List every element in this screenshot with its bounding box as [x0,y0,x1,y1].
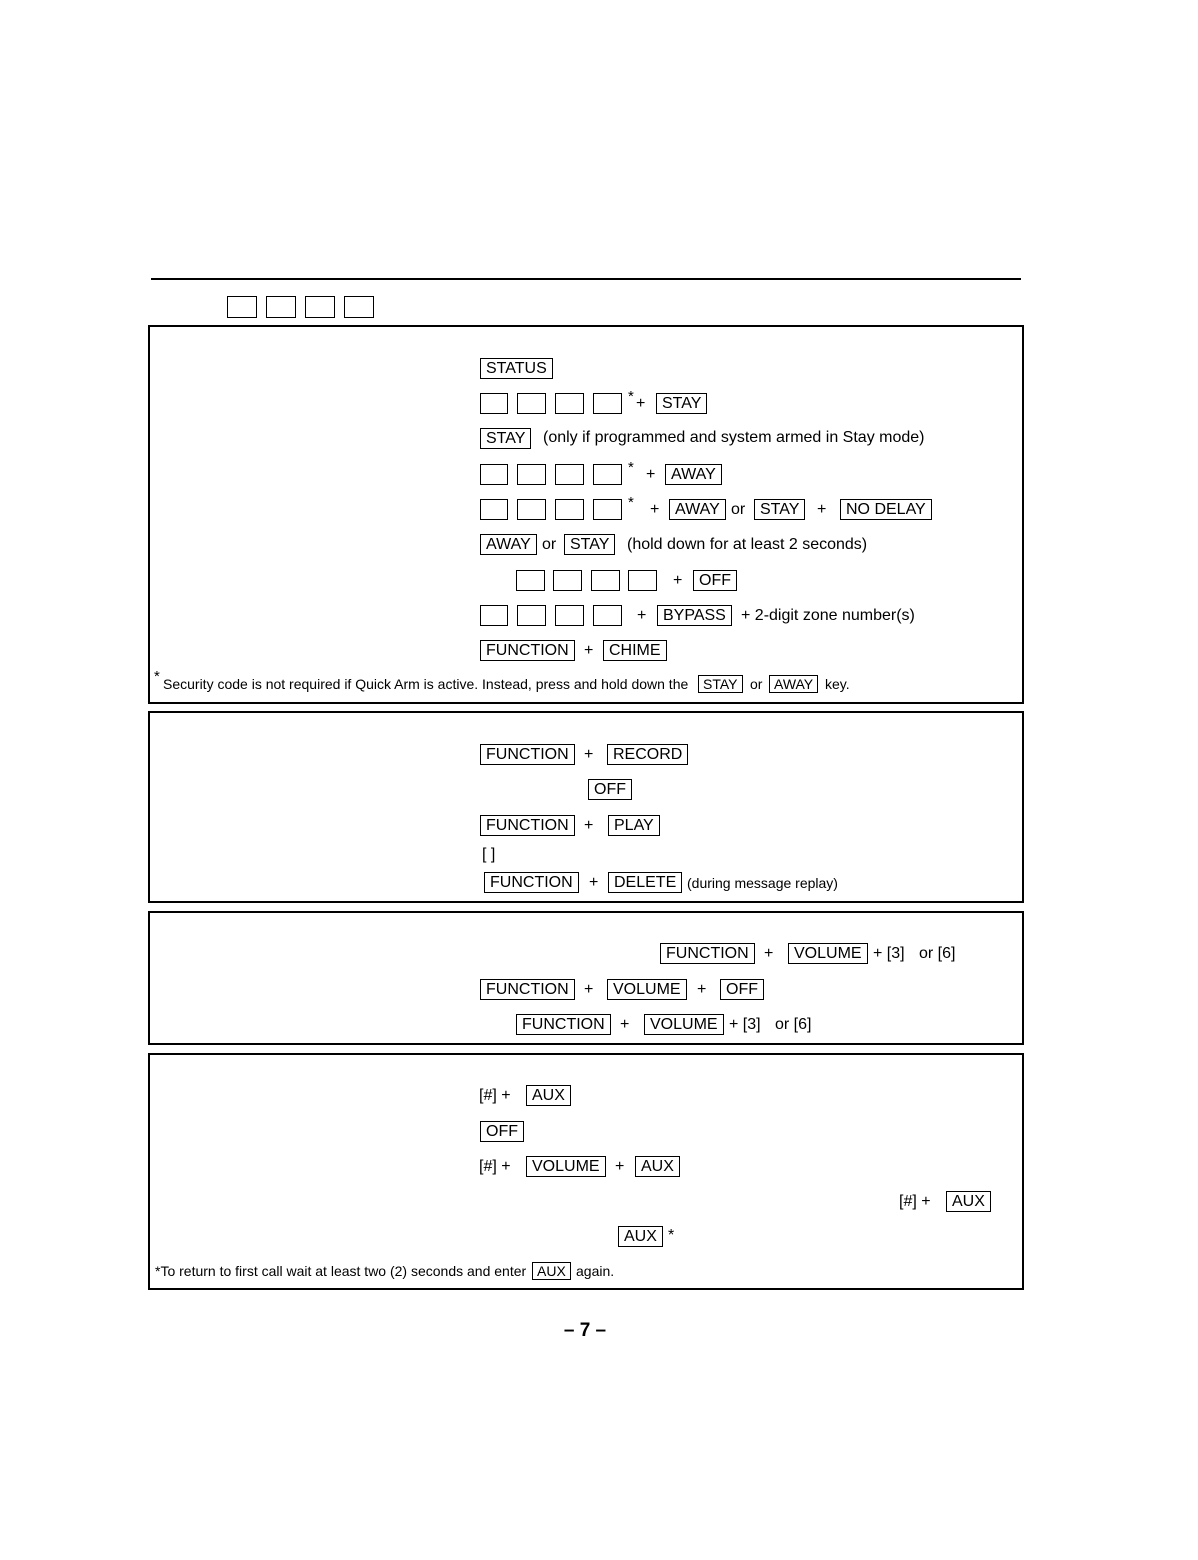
plus-sign: + [817,501,827,518]
code-box [480,464,508,485]
off-key: OFF [480,1121,524,1142]
stay-key: STAY [480,428,531,449]
plus-sign: + [650,501,660,518]
plus-three: + [3] [729,1016,761,1033]
stay-key: STAY [564,534,615,555]
bracket-keys: [ ] [482,846,496,863]
return-call-footnote: *To return to first call wait at least two (2) seconds and enter [155,1263,527,1279]
aux-key: AUX [526,1085,571,1106]
away-key: AWAY [669,499,726,520]
code-box [517,464,546,485]
code-digit-box-4 [344,296,374,318]
asterisk: * [628,459,634,476]
plus-sign: + [673,572,683,589]
code-box [628,570,657,591]
code-box [480,605,508,626]
code-box [555,499,584,520]
volume-key: VOLUME [607,979,687,1000]
plus-sign: + [637,607,647,624]
plus-sign: + [584,981,594,998]
off-key: OFF [720,979,764,1000]
no-delay-key: NO DELAY [840,499,932,520]
aux-key: AUX [635,1156,680,1177]
play-key: PLAY [608,815,660,836]
code-box [517,393,546,414]
asterisk: * [668,1227,675,1244]
off-key: OFF [588,779,632,800]
plus-sign: + [589,874,599,891]
plus-sign: + [615,1158,625,1175]
or-text: or [750,676,763,692]
code-box [516,570,545,591]
code-digit-box-2 [266,296,296,318]
hash-plus: [#] + [899,1193,931,1210]
volume-key: VOLUME [788,943,868,964]
plus-sign: + [620,1016,630,1033]
message-panel [148,711,1024,903]
plus-sign: + [584,746,594,763]
code-box [593,393,622,414]
code-digit-box-3 [305,296,335,318]
function-key: FUNCTION [660,943,755,964]
page-number: – 7 – [563,1320,607,1341]
or-text: or [542,536,557,553]
volume-key: VOLUME [526,1156,606,1177]
code-box [555,605,584,626]
function-key: FUNCTION [480,744,575,765]
chime-key: CHIME [603,640,667,661]
aux-key: AUX [946,1191,991,1212]
function-key: FUNCTION [516,1014,611,1035]
record-key: RECORD [607,744,688,765]
or-text: or [731,501,746,518]
plus-sign: + [646,466,656,483]
asterisk: * [628,494,634,511]
quick-arm-footnote: Security code is not required if Quick Arm is active. Instead, press and hold down the [163,676,689,692]
bypass-key: BYPASS [657,605,732,626]
stay-mode-note: (only if programmed and system armed in Stay mode) [543,429,925,446]
footnote-asterisk: * [154,668,160,685]
function-key: FUNCTION [484,872,579,893]
hold-note: (hold down for at least 2 seconds) [627,536,868,553]
stay-key: STAY [656,393,707,414]
plus-sign: + [764,945,774,962]
code-box [593,499,622,520]
code-box [591,570,620,591]
aux-key: AUX [618,1226,663,1247]
code-box [593,464,622,485]
delete-key: DELETE [608,872,682,893]
stay-key: STAY [698,675,743,693]
code-box [480,499,508,520]
plus-sign: + [697,981,707,998]
code-box [517,605,546,626]
code-box [555,393,584,414]
hash-plus: [#] + [479,1158,511,1175]
or-six: or [6] [919,945,956,962]
plus-sign: + [636,395,646,412]
header-rule [151,278,1021,280]
code-digit-box-1 [227,296,257,318]
code-box [593,605,622,626]
function-key: FUNCTION [480,640,575,661]
footnote-end: again. [576,1263,615,1279]
stay-key: STAY [754,499,805,520]
code-box [517,499,546,520]
footnote-end: key. [825,676,850,692]
plus-three: + [3] [873,945,905,962]
code-box [480,393,508,414]
away-key: AWAY [480,534,537,555]
asterisk: * [628,388,634,405]
plus-sign: + [584,642,594,659]
off-key: OFF [693,570,737,591]
plus-sign: + [584,817,594,834]
function-key: FUNCTION [480,979,575,1000]
zone-number-note: + 2-digit zone number(s) [741,607,915,624]
code-box [553,570,582,591]
or-six: or [6] [775,1016,812,1033]
volume-key: VOLUME [644,1014,724,1035]
away-key: AWAY [769,675,818,693]
away-key: AWAY [665,464,722,485]
hash-plus: [#] + [479,1087,511,1104]
delete-note: (during message replay) [687,875,838,891]
status-key: STATUS [480,358,553,379]
aux-key: AUX [532,1262,571,1280]
code-box [555,464,584,485]
function-key: FUNCTION [480,815,575,836]
